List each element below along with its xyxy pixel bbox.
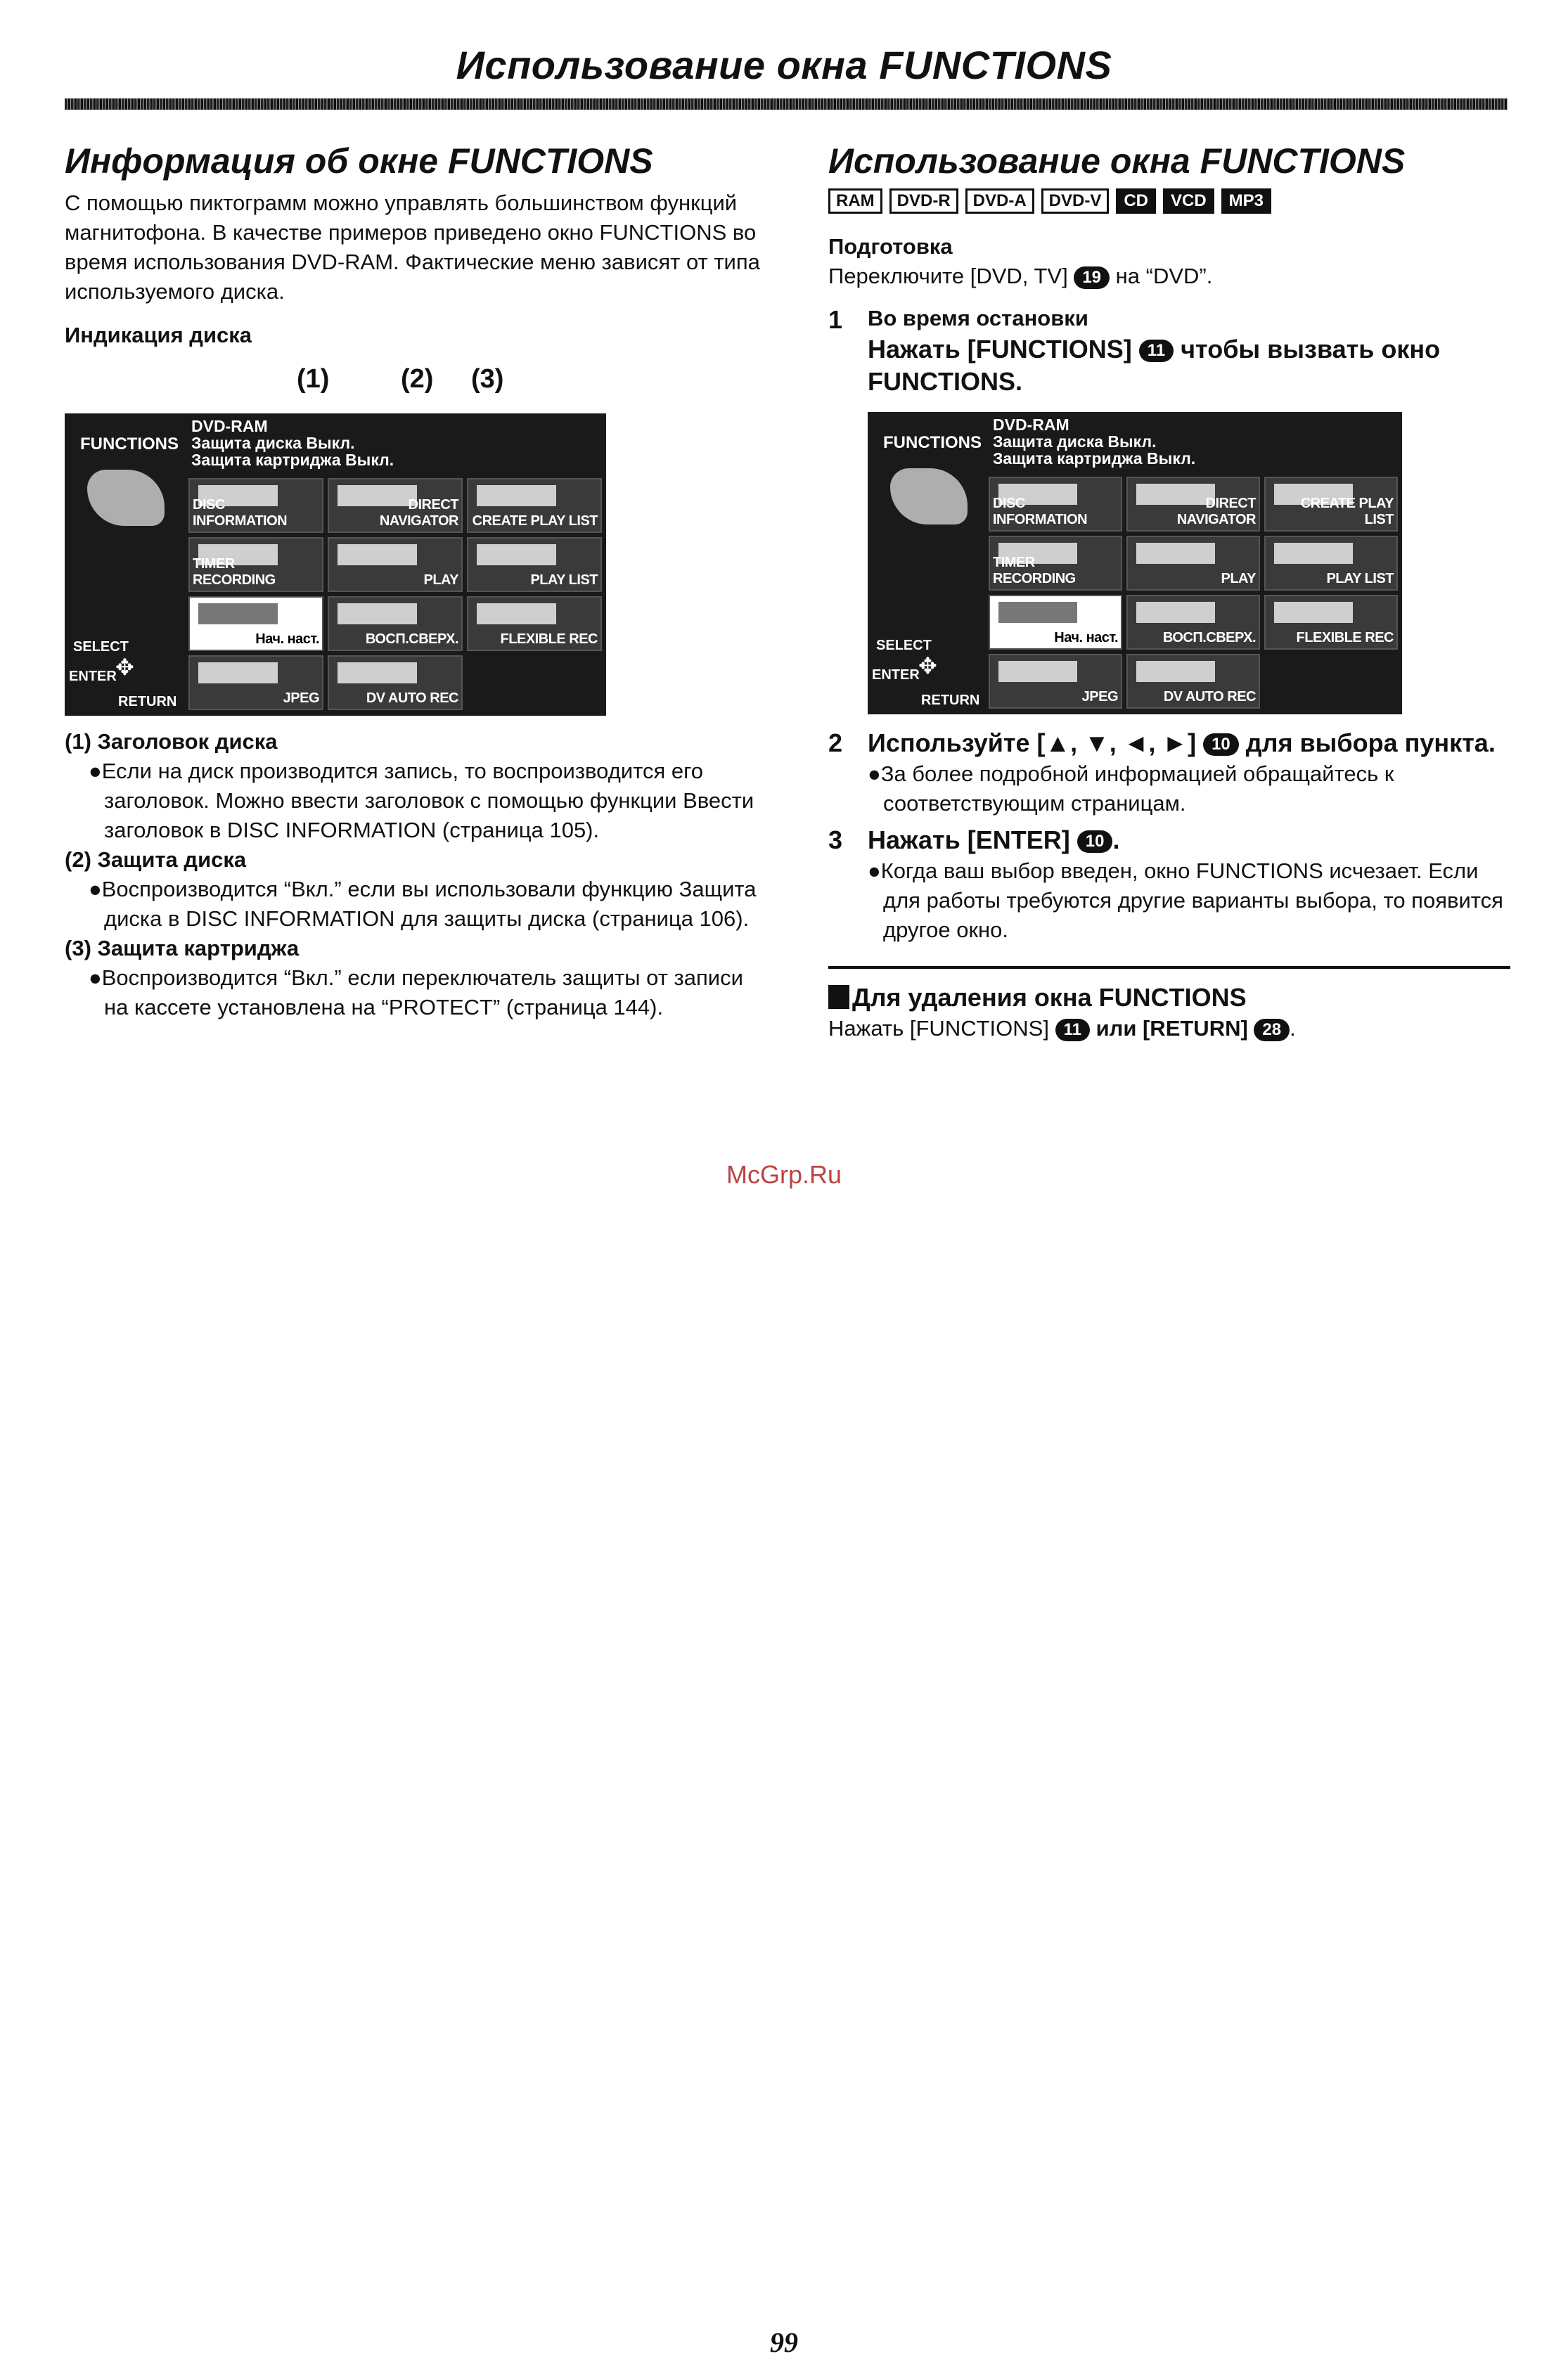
tile-flexible-rec[interactable]: FLEXIBLE REC [467, 596, 602, 651]
disc-art-icon [87, 470, 165, 526]
disc-type: DVD-RAM [191, 417, 268, 435]
enter-label: ENTER [872, 667, 920, 683]
cart-protect-status: Защита картриджа Выкл. [191, 451, 394, 469]
tile-play-list[interactable]: PLAY LIST [467, 537, 602, 592]
jpeg-icon [198, 662, 278, 683]
callout-1: (1) [297, 364, 330, 394]
left-heading: Информация об окне FUNCTIONS [65, 141, 653, 181]
step-1-condition: Во время остановки [868, 306, 1088, 330]
tile-dv-auto-rec[interactable]: DV AUTO REC [1126, 654, 1260, 709]
right-heading: Использование окна FUNCTIONS [828, 141, 1406, 181]
create-play-list-icon [477, 485, 556, 506]
tile-disc-information[interactable]: DISC INFORMATION [188, 478, 323, 533]
tile-play-list[interactable]: PLAY LIST [1264, 536, 1398, 591]
disc-type: DVD-RAM [993, 416, 1069, 434]
tile-jpeg[interactable]: JPEG [188, 655, 323, 710]
page-title: Использование окна FUNCTIONS [456, 43, 1112, 87]
prep-text: Переключите [DVD, TV] 19 на “DVD”. [828, 264, 1213, 288]
ref-pill: 28 [1254, 1019, 1290, 1041]
tile-jpeg[interactable]: JPEG [989, 654, 1122, 709]
callout-3: (3) [471, 364, 504, 394]
step-number: 3 [828, 825, 843, 854]
dpad-icon: ✥ [918, 653, 937, 678]
step-1-instruction: Нажать [FUNCTIONS] 11 чтобы вызвать окно FUNCTIONS. [868, 335, 1441, 396]
dv-auto-rec-icon [338, 662, 417, 683]
step-number: 2 [828, 728, 843, 757]
intro-text: С помощью пиктограмм можно управлять большинством функций магнитофона. В качестве примеров приведено окно FUNCTIONS во время использования DVD-RAM. Фактические меню зависят от типа используемого диска. [65, 191, 760, 304]
square-bullet-icon [828, 985, 849, 1009]
tile-play[interactable]: PLAY [1126, 536, 1260, 591]
function-tiles [188, 478, 602, 710]
step-3-note: ●Когда ваш выбор введен, окно FUNCTIONS исчезает. Если для работы требуются другие варианты выбора, то появится другое окно. [868, 858, 1503, 942]
dv-auto-rec-icon [1136, 661, 1215, 682]
step-2-note: ●За более подробной информацией обращайтесь к соответствующим страницам. [868, 761, 1394, 816]
tile-dv-auto-rec[interactable]: DV AUTO REC [328, 655, 463, 710]
list-item-text-3: ●Воспроизводится “Вкл.” если переключатель защиты от записи на кассете установлена на “PROTECT” (страница 144). [89, 965, 743, 1019]
tile-overwrite-play[interactable]: ВОСП.СВЕРХ. [328, 596, 463, 651]
enter-label: ENTER [69, 669, 117, 684]
step-2 [828, 727, 1510, 818]
select-label: SELECT [876, 638, 932, 653]
ref-pill: 10 [1077, 830, 1113, 853]
ref-pill: 10 [1203, 733, 1239, 756]
play-icon [338, 544, 417, 565]
left-column [65, 141, 768, 1022]
setup-icon [198, 603, 278, 624]
step-number: 1 [828, 305, 843, 334]
title-rule [65, 98, 1508, 110]
callout-labels [65, 364, 768, 413]
tile-empty [467, 655, 602, 710]
overwrite-play-icon [338, 603, 417, 624]
tile-flexible-rec[interactable]: FLEXIBLE REC [1264, 595, 1398, 650]
dpad-icon: ✥ [115, 655, 134, 680]
prep-title: Подготовка [828, 234, 953, 259]
delete-text: Нажать [FUNCTIONS] 11 или [RETURN] 28 . [828, 1016, 1296, 1041]
list-item-head-1: (1) Заголовок диска [65, 729, 278, 754]
callout-2: (2) [401, 364, 434, 394]
list-item-text-2: ●Воспроизводится “Вкл.” если вы использовали функцию Защита диска в DISC INFORMATION для защиты диска (страница 106). [89, 877, 757, 931]
step-1 [828, 304, 1510, 398]
list-item-head-3: (3) Защита картриджа [65, 936, 300, 960]
screen-side-title: FUNCTIONS [883, 433, 982, 452]
return-label: RETURN [118, 694, 177, 709]
delete-title: Для удаления окна FUNCTIONS [828, 982, 1510, 1014]
step-3-instruction: Нажать [ENTER] 10 . [868, 825, 1120, 854]
flexible-rec-icon [477, 603, 556, 624]
badge-dvd-v: DVD-V [1041, 188, 1110, 214]
step-3 [828, 824, 1510, 945]
return-label: RETURN [921, 693, 980, 708]
functions-screen-left [65, 413, 606, 716]
tile-disc-information[interactable]: DISC INFORMATION [989, 477, 1122, 532]
tile-direct-navigator[interactable]: DIRECT NAVIGATOR [1126, 477, 1260, 532]
function-tiles [989, 477, 1398, 709]
tile-direct-navigator[interactable]: DIRECT NAVIGATOR [328, 478, 463, 533]
badge-dvd-r: DVD-R [889, 188, 958, 214]
disc-protect-status: Защита диска Выкл. [191, 434, 355, 452]
functions-screen-right [868, 412, 1402, 714]
badge-vcd: VCD [1163, 188, 1214, 214]
disc-art-icon [890, 468, 968, 525]
step-2-instruction: Используйте [▲, ▼, ◄, ►] 10 для выбора пункта. [868, 728, 1496, 757]
page-number: 99 [770, 2327, 798, 2358]
tile-timer-recording[interactable]: TIMER RECORDING [188, 537, 323, 592]
setup-icon [998, 602, 1077, 623]
tile-timer-recording[interactable]: TIMER RECORDING [989, 536, 1122, 591]
ref-pill: 19 [1074, 266, 1110, 289]
screen-side-title: FUNCTIONS [80, 435, 179, 453]
badge-ram: RAM [828, 188, 882, 214]
ref-pill: 11 [1139, 340, 1174, 362]
ref-pill: 11 [1055, 1019, 1090, 1041]
select-label: SELECT [73, 639, 129, 655]
disc-badges [828, 188, 1510, 214]
disc-indication-title: Индикация диска [65, 323, 252, 347]
play-list-icon [1274, 543, 1353, 564]
flexible-rec-icon [1274, 602, 1353, 623]
indication-list [65, 727, 768, 1022]
tile-create-play-list[interactable]: CREATE PLAY LIST [467, 478, 602, 533]
tile-create-play-list[interactable]: CREATE PLAY LIST [1264, 477, 1398, 532]
watermark: McGrp.Ru [726, 1160, 842, 1189]
disc-info [993, 416, 1195, 467]
tile-setup[interactable]: Нач. наст. [188, 596, 323, 651]
cart-protect-status: Защита картриджа Выкл. [993, 449, 1196, 468]
overwrite-play-icon [1136, 602, 1215, 623]
play-icon [1136, 543, 1215, 564]
badge-dvd-a: DVD-A [965, 188, 1034, 214]
play-list-icon [477, 544, 556, 565]
tile-setup[interactable]: Нач. наст. [989, 595, 1122, 650]
list-item-head-2: (2) Защита диска [65, 847, 247, 872]
badge-cd: CD [1116, 188, 1156, 214]
right-column [828, 141, 1510, 1043]
list-item-text-1: ●Если на диск производится запись, то воспроизводится его заголовок. Можно ввести заголовок с помощью функции Ввести заголовок в DISC INFORMATION (страница 105). [89, 759, 754, 842]
disc-protect-status: Защита диска Выкл. [993, 432, 1157, 451]
disc-info [191, 418, 394, 468]
section-divider [828, 966, 1510, 969]
tile-play[interactable]: PLAY [328, 537, 463, 592]
badge-mp3: MP3 [1221, 188, 1271, 214]
tile-empty [1264, 654, 1398, 709]
tile-overwrite-play[interactable]: ВОСП.СВЕРХ. [1126, 595, 1260, 650]
jpeg-icon [998, 661, 1077, 682]
